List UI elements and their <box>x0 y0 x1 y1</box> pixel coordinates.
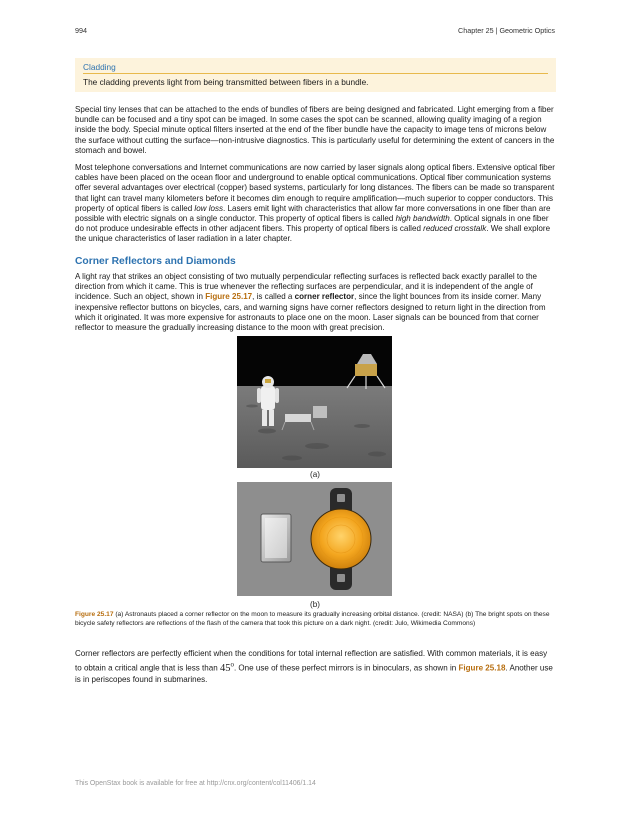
paragraph-fiber-lenses: Special tiny lenses that can be attached to the ends of bundles of fibers are being designed and fabricated. Light emerging from a fiber bundle can be focused and a tiny spot can be imaged. In some cases the spot can be scanned, allowing quality imaging of a region inside the body. Special minute optical filters inserted at the end of the fiber bundle have the capacity to image tens of microns below the surface without cutting the surface—non-intrusive diagnostics. This is particularly useful for determining the extent of cancers in the stomach and bowel. <box>75 105 555 155</box>
text-run: . Lasers emit light with characteristics that allow far more conversations in one fiber than are possible with electric signals on a single conductor. This property of optical fibers is called <box>75 203 551 224</box>
moon-photo-illustration <box>237 336 392 468</box>
figure-a-label: (a) <box>310 470 320 479</box>
callout-title: Cladding <box>83 62 116 72</box>
text-run: . One use of these perfect mirrors is in binoculars, as shown in <box>233 663 459 673</box>
figure-caption <box>75 611 556 629</box>
section-heading: Corner Reflectors and Diamonds <box>75 256 236 267</box>
paragraph-critical-angle <box>75 648 556 686</box>
orange-reflector <box>311 509 371 569</box>
term-high-bandwidth: high bandwidth <box>395 214 450 224</box>
term-corner-reflector: corner reflector <box>294 292 355 302</box>
text-run: . We shall explore the unique characteristics of laser radiation in a later chapter. <box>75 224 551 244</box>
paragraph-corner-reflectors <box>75 272 556 333</box>
math-angle <box>219 660 234 674</box>
text-run: . Optical signals in one fiber do not produce undesirable effects in other adjacent fibers. This property of optical fibers is called <box>75 214 549 234</box>
math-degree-symbol: o <box>230 660 234 669</box>
figure-25-17-link[interactable]: Figure 25.17 <box>205 292 253 302</box>
figure-moon-photo <box>237 336 392 468</box>
cladding-callout <box>75 58 556 92</box>
figure-b-label: (b) <box>310 600 320 609</box>
math-angle-value: 45 <box>219 662 231 674</box>
text-run: , is called a <box>252 292 295 302</box>
figure-bicycle-reflectors <box>237 482 392 596</box>
figure-25-18-link[interactable]: Figure 25.18 <box>458 663 506 673</box>
term-low-loss: low loss <box>194 203 224 213</box>
text-run: . Another use is in periscopes found in submarines. <box>75 663 553 685</box>
page-footer: This OpenStax book is available for free at http://cnx.org/content/col11406/1.14 <box>75 780 316 787</box>
text-run: Corner reflectors are perfectly efficient when the conditions for total internal reflection are satisfied. With common materials, it is easy to obtain a critical angle that is less than <box>75 649 548 673</box>
page-number: 994 <box>75 26 87 35</box>
reflectors-photo-illustration <box>237 482 392 596</box>
callout-divider <box>83 73 548 74</box>
term-reduced-crosstalk: reduced crosstalk <box>423 224 487 234</box>
text-run: A light ray that strikes an object consisting of two mutually perpendicular reflecting surfaces is reflected back exactly parallel to the direction from which it came. This is true whenever the reflecting surfaces are perpendicular, and it is independent of the angle of incidence. Such an object, shown in <box>75 272 538 302</box>
paragraph-telecommunications <box>75 163 556 245</box>
text-run: Most telephone conversations and Internet communications are now carried by laser signals along optical fibers. Extensive optical fiber cables have been placed on the ocean floor and underground to enable optical communications. Optical fiber communication systems offer several advantages over electrical (copper) based systems, particularly for long distances. The fibers can be made so transparent that light can travel many kilometers before it becomes dim enough to require amplification—much superior to copper conductors. This property of optical fibers is called <box>75 163 555 213</box>
caption-text: (a) Astronauts placed a corner reflector on the moon to measure its gradually increasing orbital distance. (credit: NASA) (b) The bright spots on these bicycle safety reflectors are reflections of the flash of the camera that took this picture on a dark night. (credit: Julo, Wikimedia Commons) <box>75 611 550 627</box>
chapter-header: Chapter 25 | Geometric Optics <box>458 26 555 35</box>
callout-text: The cladding prevents light from being transmitted between fibers in a bundle. <box>83 77 369 87</box>
text-run: , since the light bounces from its inside corner. Many inexpensive reflector buttons on bicycles, cars, and warning signs have corner reflectors designed to return light in the direction from which it originated. It was more expensive for astronauts to place one on the moon. Laser signals can be bounced from that corner reflector to measure the gradually increasing distance to the moon with great precision. <box>75 292 546 333</box>
caption-figure-label: Figure 25.17 <box>75 611 114 618</box>
